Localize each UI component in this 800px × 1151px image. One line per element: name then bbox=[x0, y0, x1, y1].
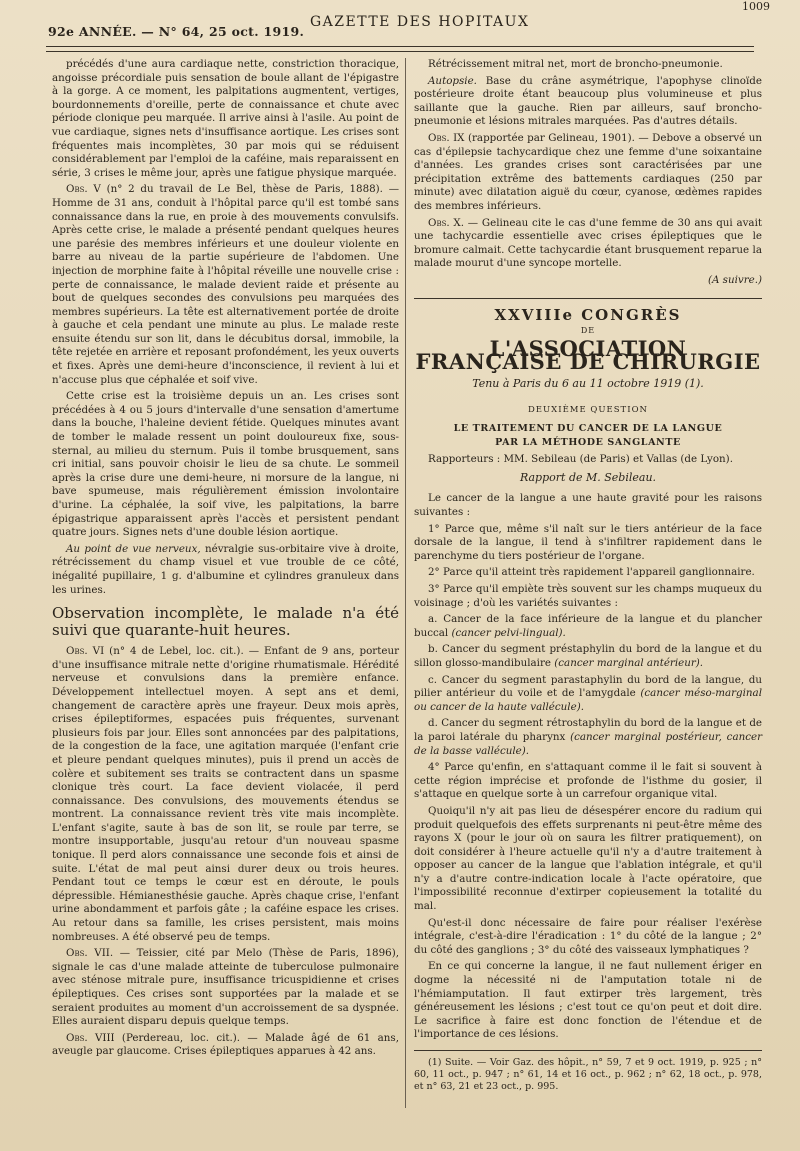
variety-italic: (cancer marginal antérieur). bbox=[554, 656, 704, 669]
paragraph bbox=[52, 543, 399, 597]
topic-line-2: PAR LA MÉTHODE SANGLANTE bbox=[495, 436, 681, 448]
paragraph: 4° Parce qu'enfin, en s'attaquant comme il le fait si souvent à cette région imprécise et profonde de l'isthme du gosier, il s'attaque en quelque sorte à un carrefour organique vital. bbox=[414, 761, 762, 801]
paragraph: précédés d'une aura cardiaque nette, constriction thoracique, angoisse précordiale puis sensation de boule allant de l'épigastre à la gorge. A ce moment, les palpitations augmentent, vertiges, bourdonnements d'oreille, perte de connaissance et chute avec période clonique peu marquée. Il arrive ainsi à l'asile. Au point de vue cardiaque, signes nets d'insuffisance aortique. Les crises sont fréquentes mais incomplètes, 30 par mois qui se réduisent considérablement par l'emploi de la caféine, mais reparaissent en série, 3 crises le même jour, après une fatigue physique marquée. bbox=[52, 58, 399, 179]
obs-text: . — Teissier, cité par Melo (Thèse de Paris, 1896), signale le cas d'une malade atteinte de tuberculose pulmonaire avec sténose mitrale pure, insuffisance tricuspidienne et crises épileptiques. Ces crises sont supportées par la malade et se seraient produites au moment d'un accroissement de sa dyspnée. Elles auraient disparu depuis quelque temps. bbox=[52, 947, 400, 1028]
variety-d bbox=[414, 717, 762, 758]
paragraph: 1° Parce que, même s'il naît sur le tiers antérieur de la face dorsale de la langue, il tend à s'infiltrer rapidement dans le parenchyme du tiers postérieur de l'organe. bbox=[414, 522, 762, 562]
congress-title: XXVIIIe CONGRÈS bbox=[494, 305, 682, 324]
observation-ix bbox=[414, 132, 762, 214]
obs-label: Obs. IX bbox=[428, 131, 465, 144]
paragraph-text: Base du crâne asymétrique, l'apophyse clinoïde postérieure droite étant beaucoup plus volumineuse et plus saillante que la gauche. Rien par ailleurs, sauf broncho-pneumonie et lésions mitrales marquées. Pas d'autres détails. bbox=[414, 74, 762, 128]
section-rule bbox=[414, 298, 762, 299]
italic-lead: Au point de vue nerveux, bbox=[66, 542, 201, 555]
obs-text: (n° 4 de Lebel, loc. cit.). — Enfant de 9 ans, porteur d'une insuffisance mitrale nette d'origine rhumatismale. Hérédité nerveuse et convulsions dans la première enfance. Développement intellectuel moyen. A sept ans et demi, changement de caractère après une frayeur. Deux mois après, crises épileptiformes, espacées puis fréquentes, survenant plusieurs fois par jour. Elles sont annoncées par des palpitations, de la congestion de la face, une agitation marquée (l'enfant crie et pleure pendant quelques minutes), puis il prend un accès de colère et subitement ses traits se contractent dans un spasme clonique très court. La face devient violacée, il perd connaissance. Des convulsions, des mouvements étendus se montrent. La connaissance revient très vite mais incomplète. L'enfant s'agite, saute à bas de son lit, se roule par terre, se montre insupportable, jusqu'au retour d'un nouveau spasme tonique. Il perd alors connaissance une seconde fois et ainsi de suite. L'état de mal peut ainsi durer deux ou trois heures. Pendant tout ce temps le cœur est en déroute, le pouls dépressible. Hémianesthésie gauche. Après chaque crise, l'enfant urine abondamment et parfois gâte ; la caféine espace les crises. Au retour dans sa famille, les crises persistent, mais moins nombreuses. A été observé peu de temps. bbox=[52, 645, 399, 943]
association-title: L'ASSOCIATION FRANÇAISE DE CHIRURGIE bbox=[415, 335, 761, 375]
congress-de: DE bbox=[580, 326, 596, 336]
observation-vii bbox=[52, 947, 399, 1029]
obs-text: . — Gelineau cite le cas d'une femme de 30 ans qui avait une tachycardie essentielle avec crises épileptiques que le bromure calmait. Cette tachycardie étant brusquement reparue la malade mourut d'une syncope mortelle. bbox=[414, 216, 762, 270]
question-heading: DEUXIÈME QUESTION bbox=[527, 405, 648, 416]
right-column bbox=[414, 58, 762, 1093]
variety-a bbox=[414, 613, 762, 640]
page-number: 1009 bbox=[742, 0, 770, 13]
obs-label: Obs. V bbox=[66, 183, 101, 196]
suivre-text: (A suivre.) bbox=[707, 273, 762, 286]
italic-lead: Autopsie. bbox=[428, 74, 477, 87]
paragraph: 2° Parce qu'il atteint très rapidement l'appareil ganglionnaire. bbox=[428, 566, 755, 579]
paragraph: Quoiqu'il n'y ait pas lieu de désespérer encore du radium qui produit quelquefois des effets surprenants ni peut-être même des rayons X (pour le jour où on saura les filtrer pratiquement), on doit considérer à l'heure actuelle qu'il n'y a d'autre traitement à opposer au cancer de la langue que l'ablation intégrale, et qu'il n'y a d'autre contre-indication locale à l'acte opératoire, que l'impossibilité reconnue d'extirper copieusement la totalité du mal. bbox=[414, 804, 762, 913]
paragraph-text: névralgie sus-orbitaire vive à droite, rétrécissement du champ visuel et vue trouble de ce côté, inégalité pupillaire, 1 g. d'albumine et cylindres granuleux dans les urines. bbox=[52, 542, 400, 596]
obs-label: Obs. X bbox=[428, 216, 461, 229]
page-header bbox=[40, 0, 770, 44]
paragraph: Qu'est-il donc nécessaire de faire pour réaliser l'exérèse intégrale, c'est-à-dire l'éradication : 1° du côté de la langue ; 2° du côté des ganglions ; 3° du côté des vaisseaux lymphatiques ? bbox=[414, 916, 762, 956]
paragraph: En ce qui concerne la langue, il ne faut nullement ériger en dogme la nécessité ni de l'amputation totale ni de l'hémiamputation. Il faut extirper très largement, très généreusement les lésions ; c'est tout ce qu'on peut et doit dire. Le sacrifice à faire est donc fonction de l'étendue et de l'importance de ces lésions. bbox=[414, 960, 762, 1041]
paragraph: Rétrécissement mitral net, mort de broncho-pneumonie. bbox=[428, 58, 723, 70]
to-be-continued bbox=[414, 274, 762, 288]
variety-text: d. Cancer du segment rétrostaphylin du bord de la langue et de la paroi latérale du pharynx bbox=[414, 717, 762, 743]
rapporteurs: Rapporteurs : MM. Sebileau (de Paris) et Vallas (de Lyon). bbox=[428, 453, 733, 466]
footnote: (1) Suite. — Voir Gaz. des hôpit., n° 59, 7 et 9 oct. 1919, p. 925 ; n° 60, 11 oct., p. 947 ; n° 61, 14 et 16 oct., p. 962 ; n° 62, 18 oct., p. 978, et n° 63, 21 et 23 oct., p. 995. bbox=[414, 1057, 762, 1092]
autopsy-paragraph bbox=[414, 75, 762, 129]
obs-text: (n° 2 du travail de Le Bel, thèse de Paris, 1888). — Homme de 31 ans, conduit à l'hôpital parce qu'il est tombé sans connaissance dans la rue, en proie à des mouvements convulsifs. Après cette crise, le malade a présenté pendant quelques heures une parésie des membres inférieurs et une douleur violente en barre au niveau de la partie supérieure de l'abdomen. Une injection de morphine faite à l'hôpital réveille une nouvelle crise : perte de connaissance, le malade devient raide et présente au bout de quelques secondes des convulsions peu marquées des membres supérieurs. La tête est alternativement portée de droite à gauche et cela pendant une minute au plus. Le malade reste ensuite étendu sur son lit, dans le décubitus dorsal, immobile, la tête rejetée en arrière et reposant profondément, les yeux ouverts et fixes. Après une demi-heure d'inconscience, il revient à lui et n'accuse plus que céphalée et soif vive. bbox=[52, 183, 399, 386]
variety-italic: (cancer méso-marginal ou cancer de la haute vallécule). bbox=[414, 687, 762, 713]
obs-label: Obs. VI bbox=[66, 645, 105, 658]
left-column bbox=[52, 58, 399, 1062]
observation-viii bbox=[52, 1032, 399, 1059]
paragraph: Cette crise est la troisième depuis un an. Les crises sont précédées à 4 ou 5 jours d'intervalle d'une sensation d'amertume dans la bouche, l'haleine devient fétide. Quelques minutes avant de tomber le malade ressent un point douloureux fixe, sous-sternal, au milieu du sternum. Puis il tombe brusquement, sans cri initial, sans pouvoir choisir le lieu de sa chute. Le sommeil après la crise dure une demi-heure, ni morsure de la langue, ni bave spumeuse, mais régulièrement émission involontaire d'urine. La céphalée, la soif vive, les palpitations, la barre épigastrique apparaissent après l'accès et persistent pendant quatre jours. Signes nets d'une double lésion aortique. bbox=[52, 390, 399, 539]
obs-label: Obs. VII bbox=[66, 947, 110, 960]
variety-c bbox=[414, 674, 762, 715]
observation-v bbox=[52, 183, 399, 387]
journal-title: GAZETTE DES HOPITAUX bbox=[310, 14, 530, 30]
column-divider bbox=[405, 58, 406, 1108]
section-heading: Observation incomplète, le malade n'a été suivi que quarante-huit heures. bbox=[52, 604, 399, 640]
congress-date: Tenu à Paris du 6 au 11 octobre 1919 (1). bbox=[472, 376, 704, 390]
footnote-rule bbox=[414, 1050, 762, 1051]
paragraph: Le cancer de la langue a une haute gravité pour les raisons suivantes : bbox=[414, 492, 762, 519]
variety-text: b. Cancer du segment préstaphylin du bord de la langue et du sillon glosso-mandibulaire bbox=[414, 643, 762, 669]
topic-line-1: LE TRAITEMENT DU CANCER DE LA LANGUE bbox=[453, 423, 723, 435]
variety-text: c. Cancer du segment parastaphylin du bord de la langue, du pilier antérieur du voile et de l'amygdale bbox=[414, 673, 762, 700]
variety-italic: (cancer pelvi-lingual). bbox=[451, 626, 566, 639]
header-rule bbox=[46, 46, 754, 52]
report-title: Rapport de M. Sebileau. bbox=[519, 470, 657, 484]
observation-vi bbox=[52, 645, 399, 944]
obs-text: (rapportée par Gelineau, 1901). — Debove a observé un cas d'épilepsie tachycardique chez une femme d'une soixantaine d'années. Les grandes crises sont caractérisées par une précipitation extrême des battements cardiaques (250 par minute) avec dilatation aiguë du cœur, cyanose, œdèmes rapides des membres inférieurs. bbox=[414, 131, 762, 212]
paragraph: 3° Parce qu'il empiète très souvent sur les champs muqueux du voisinage ; d'où les variétés suivantes : bbox=[414, 583, 762, 609]
observation-x bbox=[414, 217, 762, 271]
issue-info: 92e ANNÉE. — N° 64, 25 oct. 1919. bbox=[48, 24, 305, 39]
variety-b bbox=[414, 643, 762, 670]
obs-label: Obs. VIII bbox=[66, 1031, 115, 1044]
variety-text: a. Cancer de la face inférieure de la langue et du plancher buccal bbox=[414, 613, 762, 639]
obs-text: (Perdereau, loc. cit.). — Malade âgé de 61 ans, aveugle par glaucome. Crises épileptiques apparues à 42 ans. bbox=[52, 1031, 399, 1058]
variety-italic: (cancer marginal postérieur, cancer de la basse vallécule). bbox=[414, 730, 762, 757]
